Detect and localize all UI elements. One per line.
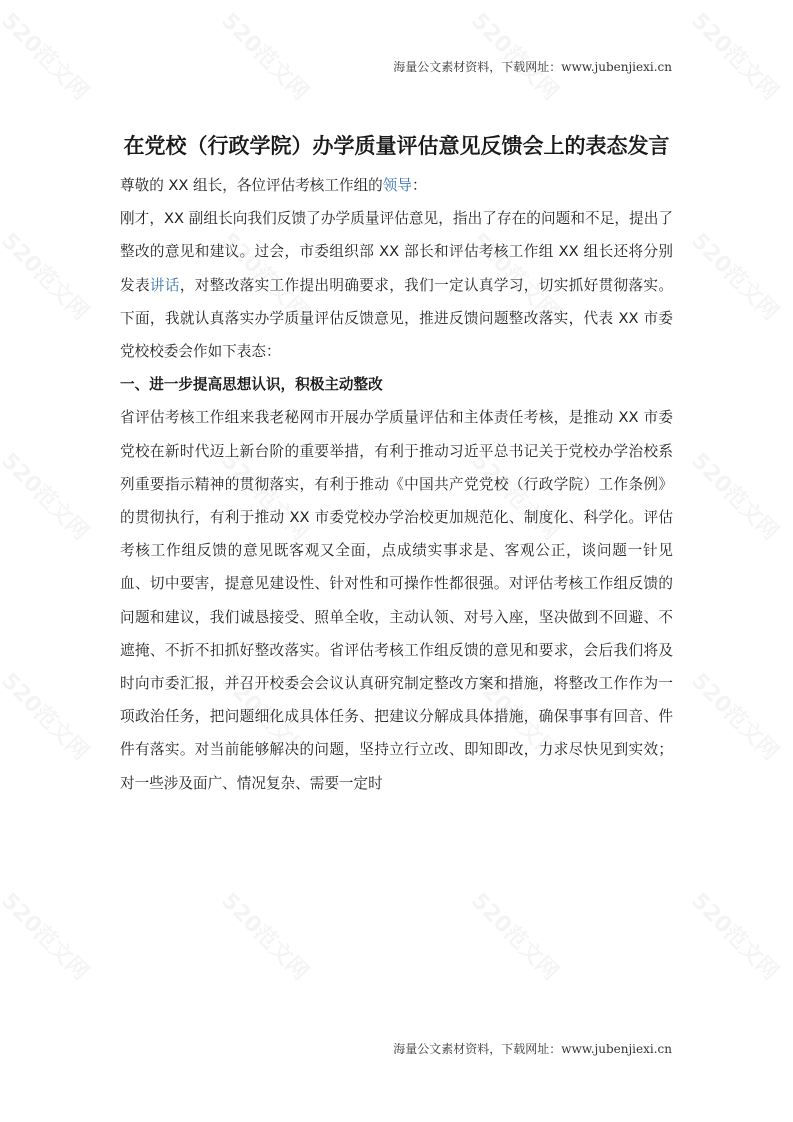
paragraph-intro-start: 刚才，XX 副组长向我们反馈了办学质量评估意见，指出了存在的问题和不足，提出了整改的意见和建议。过会，市委组织部 XX 部长和评估考核工作组 XX 组长还将分别发表: [120, 210, 673, 294]
watermark-text: [0, 885, 97, 986]
footer-note: 海量公文素材资料，下载网址：www.jubenjiexi.cn: [393, 1042, 672, 1056]
watermark-text: [0, 225, 97, 326]
section-heading-1: 一、进一步提高思想认识，积极主动整改: [120, 376, 383, 394]
header-note: 海量公文素材资料，下载网址：www.jubenjiexi.cn: [393, 60, 672, 74]
watermark-text: [215, 5, 316, 106]
watermark-text: [685, 445, 786, 546]
leader-link[interactable]: 领导: [382, 177, 412, 194]
watermark-text: [215, 885, 316, 986]
salutation: [120, 169, 673, 202]
watermark-text: [465, 885, 566, 986]
watermark-text: [685, 5, 786, 106]
watermark-text: [685, 885, 786, 986]
paragraph-section-1: 省评估考核工作组来我老秘网市开展办学质量评估和主体责任考核，是推动 XX 市委党校在新时代迈上新台阶的重要举措，有利于推动习近平总书记关于党校办学治校系列重要指示精神的贯彻落实，有利于推动《中国共产党党校（行政学院）工作条例》的贯彻执行，有利于推动 XX 市委党校办学治校更加规范化、制度化、科学化。评估考核工作组反馈的意见既客观又全面，点成绩实事求是、客观公正，谈问题一针见血、切中要害，提意见建设性、针对性和可操作性都很强。对评估考核工作组反馈的问题和建议，我们诚恳接受、照单全收，主动认领、对号入座，坚决做到不回避、不遮掩、不折不扣抓好整改落实。省评估考核工作组反馈的意见和要求，会后我们将及时向市委汇报，并召开校委会会议认真研究制定整改方案和措施，将整改工作作为一项政治任务，把问题细化成具体任务、把建议分解成具体措施，确保事事有回音、件件有落实。对当前能够解决的问题，坚持立行立改、即知即改，力求尽快见到实效；对一些涉及面广、情况复杂、需要一定时: [120, 409, 673, 792]
salutation-end: ：: [411, 177, 427, 194]
paragraph-intro-end: ，对整改落实工作提出明确要求，我们一定认真学习，切实抓好贯彻落实。下面，我就认真落实办学质量评估反馈意见，推进反馈问题整改落实，代表 XX 市委党校校委会作如下表态：: [120, 276, 673, 361]
document-title: 在党校（行政学院）办学质量评估意见反馈会上的表态发言: [123, 134, 670, 158]
watermark-text: [465, 5, 566, 106]
speech-link[interactable]: 讲话: [149, 276, 180, 294]
paragraph-intro: [120, 202, 673, 368]
salutation-text: 尊敬的 XX 组长，各位评估考核工作组的: [120, 177, 383, 194]
watermark-text: [685, 225, 786, 326]
watermark-text: [0, 665, 97, 766]
watermark-text: [0, 5, 97, 106]
watermark-text: [0, 445, 97, 546]
watermark-text: [685, 665, 786, 766]
document-body: [120, 128, 673, 800]
